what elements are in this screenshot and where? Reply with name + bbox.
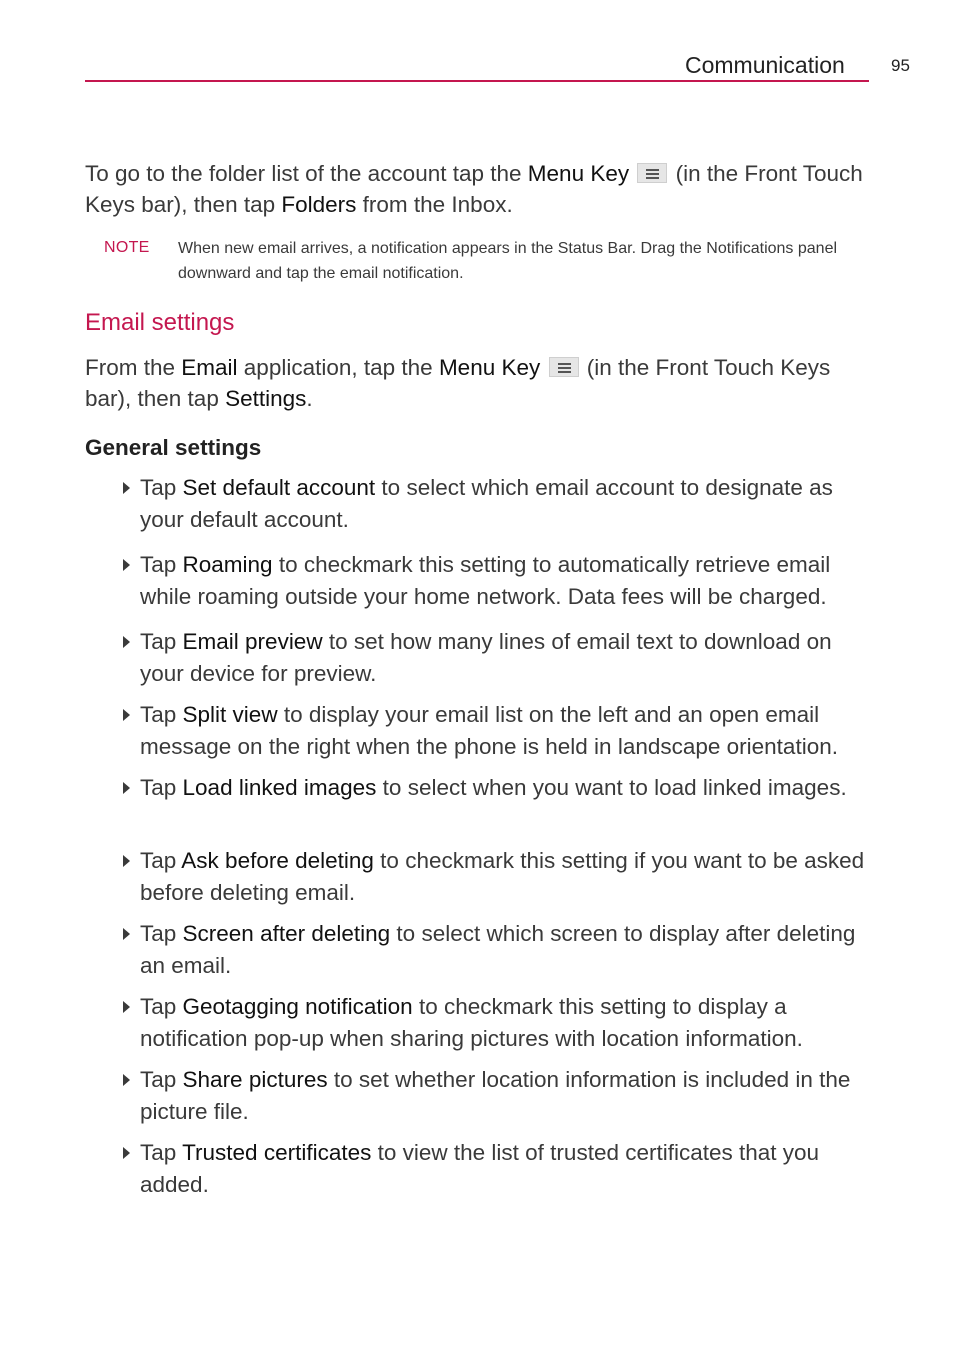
list-item (140, 549, 875, 613)
folders-term: Folders (281, 192, 357, 217)
list-item (140, 1064, 875, 1128)
bullet-desc: to checkmark this setting to display a notification pop-up when sharing pictures with location information. (140, 994, 803, 1051)
es-text-1: From the (85, 355, 182, 380)
menu-key-term: Menu Key (438, 355, 541, 380)
bullet-desc: to select which screen to display after deleting an email. (140, 921, 856, 978)
setting-name: Geotagging notification (182, 994, 413, 1019)
bullet-pre: Tap (140, 775, 183, 800)
list-item (140, 472, 875, 536)
list-item (140, 918, 875, 982)
intro-paragraph (85, 158, 870, 220)
bullet-desc: to display your email list on the left and an open email message on the right when the phone is held in landscape orientation. (140, 702, 838, 759)
bullet-pre: Tap (140, 1140, 183, 1165)
note-text: When new email arrives, a notification appears in the Status Bar. Drag the Notifications panel downward and tap the email notification. (178, 240, 838, 282)
bullet-desc: to select which email account to designate as your default account. (140, 475, 833, 532)
setting-name: Split view (182, 702, 278, 727)
menu-key-term: Menu Key (527, 161, 630, 186)
bullet-pre: Tap (140, 994, 183, 1019)
setting-name: Load linked images (182, 775, 377, 800)
triangle-bullet-icon (123, 559, 130, 571)
bullet-pre: Tap (140, 1067, 183, 1092)
setting-name: Ask before deleting (181, 848, 374, 873)
list-item (140, 626, 875, 690)
triangle-bullet-icon (123, 1001, 130, 1013)
setting-name: Email preview (182, 629, 323, 654)
intro-text-3: from the Inbox. (356, 192, 513, 217)
bullet-desc: to checkmark this setting to automatically retrieve email while roaming outside your home network. Data fees will be charged. (140, 552, 831, 609)
list-item (140, 845, 875, 909)
intro-text-1: To go to the folder list of the account tap the (85, 161, 528, 186)
bullet-pre: Tap (140, 629, 183, 654)
bullet-desc: to set how many lines of email text to download on your device for preview. (140, 629, 832, 686)
triangle-bullet-icon (123, 1147, 130, 1159)
bullet-desc: to checkmark this setting if you want to be asked before deleting email. (140, 848, 865, 905)
es-text-4: . (306, 386, 313, 411)
bullet-pre: Tap (140, 475, 183, 500)
note-label: NOTE (104, 239, 150, 256)
page-number: 95 (891, 56, 910, 75)
list-item (140, 1137, 875, 1201)
triangle-bullet-icon (123, 782, 130, 794)
email-settings-paragraph (85, 352, 870, 414)
section-title: Communication (685, 52, 845, 78)
triangle-bullet-icon (123, 1074, 130, 1086)
es-text-3: (in the Front Touch Keys bar), then tap (85, 355, 831, 411)
bullet-desc: to view the list of trusted certificates that you added. (140, 1140, 820, 1197)
settings-term: Settings (225, 386, 307, 411)
triangle-bullet-icon (123, 928, 130, 940)
triangle-bullet-icon (123, 709, 130, 721)
setting-name: Trusted certificates (182, 1140, 372, 1165)
bullet-pre: Tap (140, 848, 182, 873)
bullet-desc: to select when you want to load linked images. (376, 775, 847, 800)
triangle-bullet-icon (123, 855, 130, 867)
menu-key-icon (549, 357, 579, 377)
bullet-pre: Tap (140, 552, 183, 577)
triangle-bullet-icon (123, 636, 130, 648)
bullet-pre: Tap (140, 702, 183, 727)
intro-text-2: (in the Front Touch Keys bar), then tap (85, 161, 863, 217)
triangle-bullet-icon (123, 482, 130, 494)
bullet-pre: Tap (140, 921, 183, 946)
header-divider (85, 80, 869, 82)
list-item (140, 991, 875, 1055)
email-settings-heading: Email settings (85, 309, 235, 336)
setting-name: Set default account (182, 475, 376, 500)
general-settings-heading: General settings (85, 435, 262, 460)
list-item (140, 699, 875, 763)
setting-name: Screen after deleting (182, 921, 391, 946)
menu-key-icon (637, 163, 667, 183)
bullet-desc: to set whether location information is included in the picture file. (140, 1067, 851, 1124)
es-text-2: application, tap the (237, 355, 439, 380)
list-item (140, 772, 875, 804)
setting-name: Share pictures (182, 1067, 328, 1092)
email-term: Email (181, 355, 238, 380)
setting-name: Roaming (182, 552, 273, 577)
